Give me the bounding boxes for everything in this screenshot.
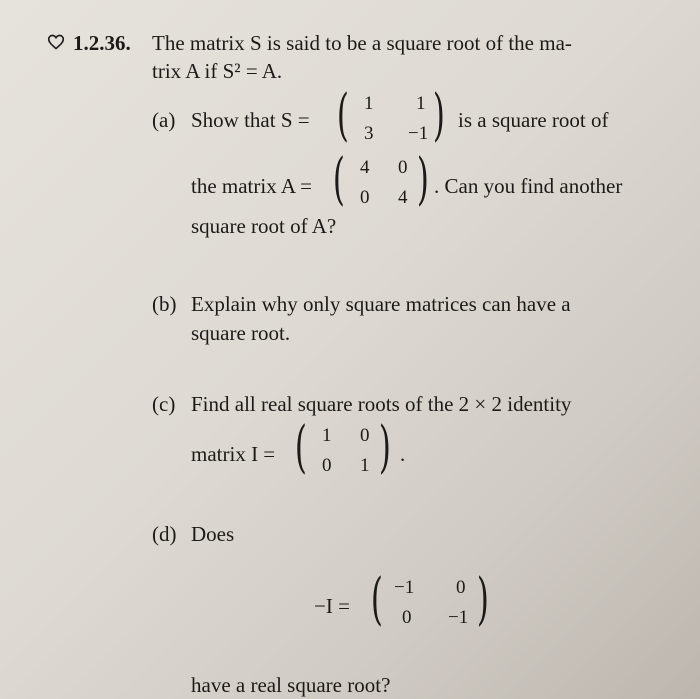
part-a-after-a: . Can you find another (434, 174, 623, 198)
part-d-line-1: Does (191, 522, 235, 546)
part-c-period: . (400, 442, 406, 466)
part-a-show-text: Show that S = (191, 108, 310, 132)
matrix-s: ( 1 1 3 −1 ) (336, 83, 445, 148)
part-b-line-1: Explain why only square matrices can have a (191, 292, 571, 316)
matrix-identity: ( 1 0 0 1 ) (294, 415, 391, 480)
part-d-line-3: have a real square root? (191, 673, 391, 697)
part-b-line-2: square root. (191, 321, 291, 345)
part-b-label: (b) (152, 292, 177, 316)
part-a-label: (a) (152, 108, 176, 132)
matrix-negative-identity: ( −1 0 0 −1 ) (370, 567, 489, 632)
matrix-a: ( 4 0 0 4 ) (332, 147, 429, 212)
problem-line-2: trix A if S² = A. (152, 59, 283, 83)
part-d-expr: −I = (314, 594, 350, 618)
part-c-label: (c) (152, 392, 176, 416)
heart-outline-icon[interactable] (47, 34, 65, 50)
part-a-after-s: is a square root of (458, 108, 609, 132)
part-c-line-1: Find all real square roots of the 2 × 2 identity (191, 392, 572, 416)
problem-line-1: The matrix S is said to be a square root of the ma- (152, 31, 572, 55)
part-a-line-3: square root of A? (191, 214, 337, 238)
problem-number: 1.2.36. (73, 31, 131, 55)
part-d-label: (d) (152, 522, 177, 546)
part-c-matrix-text: matrix I = (191, 442, 276, 466)
part-a-the-matrix: the matrix A = (191, 174, 312, 198)
